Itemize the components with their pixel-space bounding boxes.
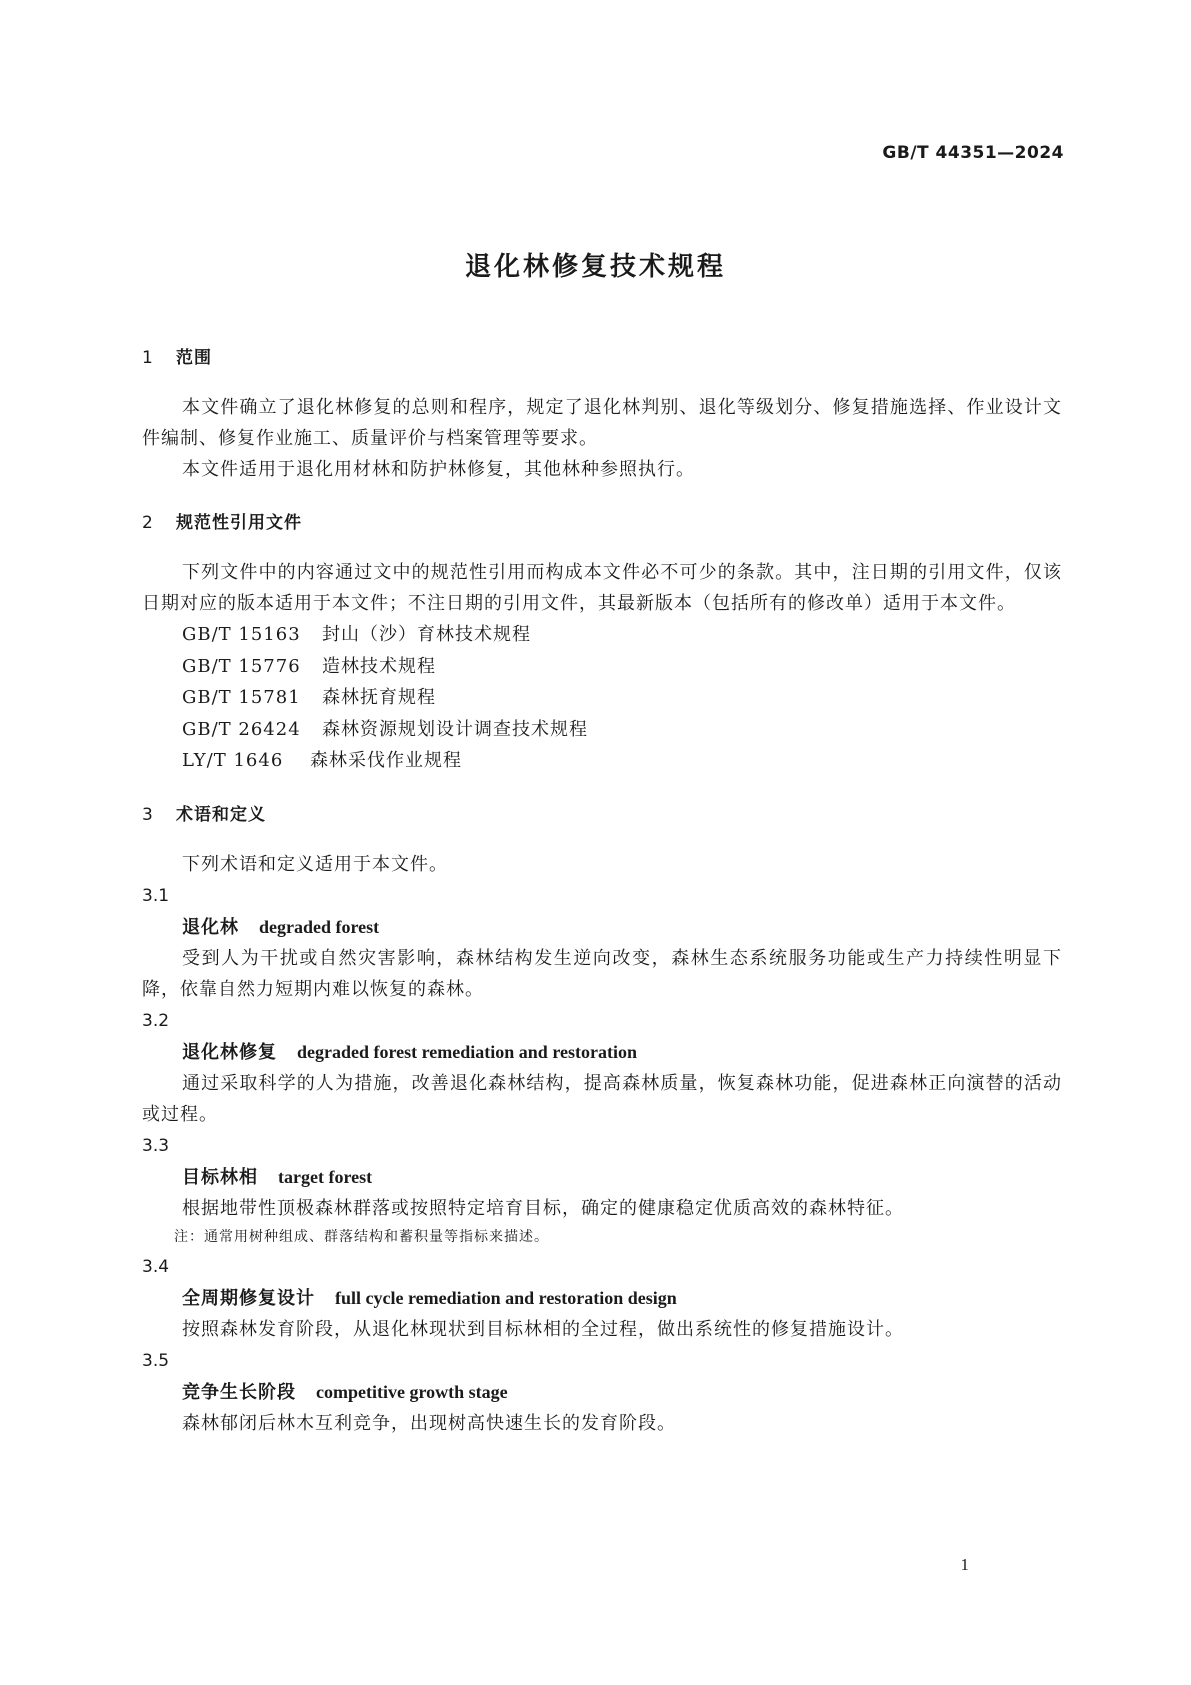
- reference-code: GB/T 26424: [182, 718, 301, 740]
- term-heading: [182, 1037, 1062, 1068]
- paragraph: 下列术语和定义适用于本文件。: [182, 853, 448, 875]
- reference-item: [182, 714, 1062, 746]
- section-number: 3: [142, 804, 154, 825]
- section-title: 规范性引用文件: [176, 513, 302, 533]
- reference-code: GB/T 15163: [182, 624, 301, 645]
- document-title: 退化林修复技术规程: [464, 252, 726, 282]
- section-title: 范围: [176, 348, 212, 368]
- section-heading-scope: [142, 344, 1062, 372]
- term-en: degraded forest: [259, 916, 380, 937]
- term-number: 3.3: [142, 1135, 170, 1156]
- term-en: target forest: [278, 1166, 373, 1187]
- term-number: 3.4: [142, 1256, 170, 1277]
- section-number: 1: [142, 348, 154, 368]
- term-definition: 按照森林发育阶段，从退化林现状到目标林相的全过程，做出系统性的修复措施设计。: [182, 1318, 904, 1340]
- term-en: full cycle remediation and restoration design: [335, 1287, 677, 1308]
- term-zh: 退化林: [182, 916, 239, 938]
- term-en: degraded forest remediation and restoration: [297, 1041, 637, 1062]
- term-heading: [182, 912, 1062, 943]
- term-en: competitive growth stage: [316, 1381, 508, 1402]
- term-definition: 根据地带性顶极森林群落或按照特定培育目标，确定的健康稳定优质高效的森林特征。: [182, 1197, 904, 1219]
- reference-code: GB/T 15776: [182, 655, 301, 677]
- term-heading: [182, 1162, 1062, 1193]
- term-definition: 受到人为干扰或自然灾害影响，森林结构发生逆向改变，森林生态系统服务功能或生产力持续性明显下降，依靠自然力短期内难以恢复的森林。: [142, 947, 1062, 1000]
- reference-item: [182, 682, 1062, 714]
- term-number: 3.2: [142, 1010, 170, 1031]
- term-zh: 目标林相: [182, 1166, 258, 1188]
- reference-title: 造林技术规程: [322, 655, 436, 677]
- document-body: [142, 344, 1062, 1439]
- term-definition: 通过采取科学的人为措施，改善退化森林结构，提高森林质量，恢复森林功能，促进森林正向演替的活动或过程。: [142, 1072, 1062, 1125]
- reference-title: 封山（沙）育林技术规程: [322, 624, 531, 645]
- section-title: 术语和定义: [176, 804, 266, 825]
- page-number: 1: [960, 1555, 969, 1574]
- term-zh: 竞争生长阶段: [182, 1381, 296, 1403]
- term-zh: 全周期修复设计: [182, 1287, 315, 1309]
- term-zh: 退化林修复: [182, 1041, 277, 1063]
- term-note: 注：通常用树种组成、群落结构和蓄积量等指标来描述。: [174, 1228, 549, 1245]
- paragraph: 本文件确立了退化林修复的总则和程序，规定了退化林判别、退化等级划分、修复措施选择、作业设计文件编制、修复作业施工、质量评价与档案管理等要求。: [142, 397, 1062, 449]
- term-number: 3.1: [142, 885, 170, 906]
- section-heading-normative-references: [142, 509, 1062, 537]
- term-heading: [182, 1377, 1062, 1408]
- reference-item: [182, 619, 1062, 651]
- reference-title: 森林资源规划设计调查技术规程: [322, 718, 588, 740]
- term-number: 3.5: [142, 1350, 170, 1371]
- section-number: 2: [142, 513, 154, 533]
- standard-code: GB/T 44351—2024: [882, 143, 1064, 163]
- term-definition: 森林郁闭后林木互利竞争，出现树高快速生长的发育阶段。: [182, 1412, 676, 1434]
- reference-title: 森林采伐作业规程: [310, 750, 462, 771]
- section-heading-terms-definitions: [142, 801, 1062, 829]
- term-heading: [182, 1283, 1062, 1314]
- reference-title: 森林抚育规程: [322, 687, 436, 708]
- reference-item: [182, 745, 1062, 777]
- reference-code: GB/T 15781: [182, 687, 301, 708]
- reference-item: [182, 651, 1062, 683]
- paragraph: 下列文件中的内容通过文中的规范性引用而构成本文件必不可少的条款。其中，注日期的引用文件，仅该日期对应的版本适用于本文件；不注日期的引用文件，其最新版本（包括所有的修改单）适用于本文件。: [142, 562, 1062, 614]
- reference-code: LY/T 1646: [182, 750, 284, 771]
- paragraph: 本文件适用于退化用材林和防护林修复，其他林种参照执行。: [182, 459, 695, 480]
